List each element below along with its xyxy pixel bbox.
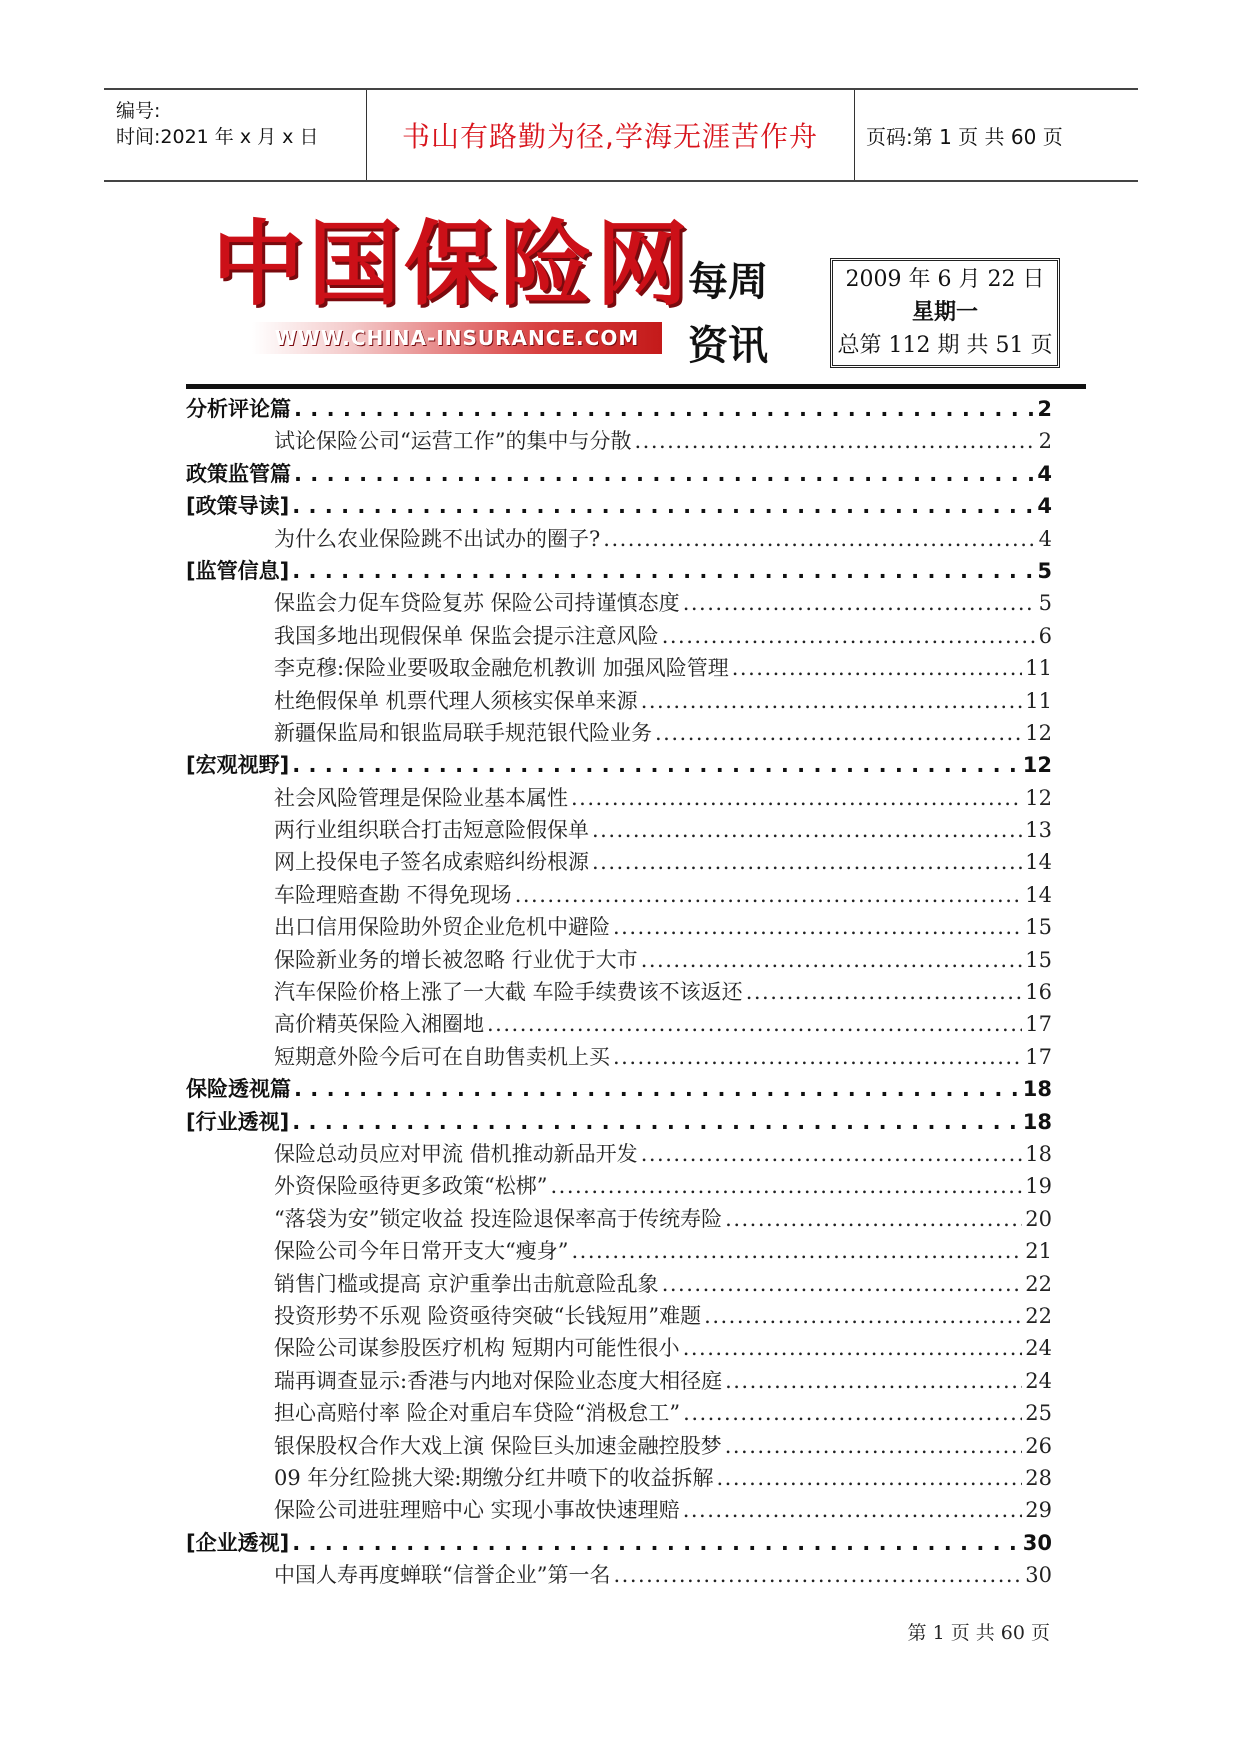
toc-entry-title: 新疆保监局和银监局联手规范银代险业务: [274, 720, 652, 745]
toc-dot-leader: [592, 814, 1022, 846]
header-motto: 书山有路勤为径,学海无涯苦作舟: [402, 120, 818, 153]
toc-page-number: 24: [1025, 1336, 1052, 1361]
toc-entry-title: 保险公司今年日常开支大“瘦身”: [274, 1239, 569, 1264]
toc-dot-leader: [683, 1494, 1023, 1526]
toc-page-number: 18: [1025, 1141, 1052, 1166]
toc-page-number: 28: [1025, 1465, 1052, 1490]
toc-entry-title: 09 年分红险挑大梁:期缴分红井喷下的收益拆解: [274, 1465, 714, 1490]
toc-page-number: 15: [1025, 947, 1052, 972]
weekly-title-line2: 资讯: [688, 323, 768, 369]
toc-page-number: 19: [1025, 1174, 1052, 1199]
toc-entry-title: [监管信息]: [186, 558, 290, 583]
toc-page-number: 24: [1025, 1368, 1052, 1393]
toc-page-number: 18: [1022, 1077, 1052, 1102]
toc-article-entry[interactable]: [186, 1235, 1052, 1267]
issue-number: 总第 112 期 共 51 页: [837, 333, 1053, 358]
toc-section-entry[interactable]: [186, 490, 1052, 522]
toc-section-entry[interactable]: [186, 458, 1052, 490]
toc-article-entry[interactable]: [186, 1170, 1052, 1202]
toc-entry-title: 政策监管篇: [186, 461, 291, 486]
header-meta-cell: [104, 90, 367, 180]
issue-date: 2009 年 6 月 22 日: [845, 267, 1045, 292]
toc-entry-title: 汽车保险价格上涨了一大截 车险手续费该不该返还: [274, 980, 743, 1005]
toc-article-entry[interactable]: [186, 1462, 1052, 1494]
toc-dot-leader: [292, 1527, 1020, 1559]
toc-dot-leader: [662, 620, 1036, 652]
toc-entry-title: 外资保险亟待更多政策“松梆”: [274, 1174, 548, 1199]
toc-page-number: 4: [1037, 461, 1052, 486]
toc-dot-leader: [725, 1365, 1022, 1397]
toc-page-number: 14: [1025, 850, 1052, 875]
toc-dot-leader: [613, 911, 1022, 943]
header-page-code: 页码:第 1 页 共 60 页: [866, 124, 1063, 149]
toc-page-number: 11: [1025, 656, 1052, 681]
toc-dot-leader: [683, 1332, 1023, 1364]
toc-page-number: 18: [1022, 1109, 1052, 1134]
toc-page-number: 17: [1025, 1044, 1052, 1069]
toc-entry-title: 银保股权合作大戏上演 保险巨头加速金融控股梦: [274, 1433, 722, 1458]
toc-entry-title: 网上投保电子签名成索赔纠纷根源: [274, 850, 589, 875]
toc-article-entry[interactable]: [186, 944, 1052, 976]
issue-date-box: [830, 258, 1060, 368]
toc-entry-title: 高价精英保险入湘圈地: [274, 1012, 484, 1037]
toc-article-entry[interactable]: [186, 911, 1052, 943]
toc-article-entry[interactable]: [186, 879, 1052, 911]
toc-article-entry[interactable]: [186, 652, 1052, 684]
toc-page-number: 5: [1037, 558, 1052, 583]
toc-entry-title: 保险新业务的增长被忽略 行业优于大市: [274, 947, 638, 972]
toc-dot-leader: [716, 1462, 1022, 1494]
toc-dot-leader: [634, 425, 1035, 457]
toc-dot-leader: [292, 555, 1034, 587]
toc-page-number: 16: [1025, 980, 1052, 1005]
toc-dot-leader: [292, 490, 1034, 522]
toc-article-entry[interactable]: [186, 1365, 1052, 1397]
header-motto-cell: [366, 90, 855, 180]
header-page-cell: [854, 90, 1138, 180]
toc-entry-title: [宏观视野]: [186, 753, 290, 778]
toc-entry-title: 为什么农业保险跳不出试办的圈子?: [274, 526, 601, 551]
toc-dot-leader: [294, 458, 1034, 490]
toc-dot-leader: [725, 1430, 1023, 1462]
toc-dot-leader: [641, 944, 1023, 976]
header-divider-rule: [186, 384, 1086, 389]
issue-weekday: 星期一: [911, 300, 978, 325]
toc-dot-leader: [613, 1041, 1022, 1073]
toc-entry-title: 中国人寿再度蝉联“信誉企业”第一名: [274, 1563, 611, 1588]
toc-section-entry[interactable]: [186, 1527, 1052, 1559]
toc-dot-leader: [683, 1397, 1022, 1429]
toc-dot-leader: [704, 1300, 1022, 1332]
toc-page-number: 2: [1037, 397, 1052, 421]
toc-entry-title: “落袋为安”锁定收益 投连险退保率高于传统寿险: [274, 1206, 723, 1231]
toc-dot-leader: [292, 1106, 1020, 1138]
toc-page-number: 6: [1038, 623, 1052, 648]
toc-entry-title: 保监会力促车贷险复苏 保险公司持谨慎态度: [274, 591, 680, 616]
toc-article-entry[interactable]: [186, 1430, 1052, 1462]
toc-entry-title: 李克穆:保险业要吸取金融危机教训 加强风险管理: [274, 656, 729, 681]
toc-entry-title: 短期意外险今后可在自助售卖机上买: [274, 1044, 610, 1069]
toc-page-number: 30: [1022, 1530, 1052, 1555]
toc-entry-title: 销售门槛或提高 京沪重拳出击航意险乱象: [274, 1271, 659, 1296]
toc-section-entry[interactable]: [186, 393, 1052, 425]
toc-dot-leader: [662, 1268, 1023, 1300]
toc-dot-leader: [515, 879, 1023, 911]
toc-page-number: 12: [1022, 753, 1052, 778]
toc-page-number: 5: [1038, 591, 1052, 616]
toc-entry-title: [政策导读]: [186, 494, 290, 519]
toc-dot-leader: [571, 1235, 1022, 1267]
toc-page-number: 14: [1025, 882, 1052, 907]
toc-dot-leader: [613, 1559, 1022, 1591]
toc-page-number: 4: [1037, 494, 1052, 519]
toc-entry-title: 两行业组织联合打击短意险假保单: [274, 818, 589, 843]
toc-article-entry[interactable]: [186, 620, 1052, 652]
toc-entry-title: 投资形势不乐观 险资亟待突破“长钱短用”难题: [274, 1303, 702, 1328]
toc-article-entry[interactable]: [186, 782, 1052, 814]
toc-article-entry[interactable]: [186, 1300, 1052, 1332]
toc-dot-leader: [655, 717, 1022, 749]
toc-section-entry[interactable]: [186, 1073, 1052, 1105]
toc-page-number: 22: [1025, 1303, 1052, 1328]
toc-entry-title: 担心高赔付率 险企对重启车贷险“消极怠工”: [274, 1401, 681, 1426]
toc-article-entry[interactable]: [186, 1268, 1052, 1300]
toc-page-number: 29: [1025, 1498, 1052, 1523]
toc-entry-title: 车险理赔查勘 不得免现场: [274, 882, 512, 907]
toc-article-entry[interactable]: [186, 1138, 1052, 1170]
toc-entry-title: 社会风险管理是保险业基本属性: [274, 785, 568, 810]
toc-page-number: 12: [1025, 785, 1052, 810]
toc-section-entry[interactable]: [186, 1106, 1052, 1138]
toc-page-number: 20: [1025, 1206, 1052, 1231]
header-time-label: 时间:2021 年 x 月 x 日: [116, 126, 319, 148]
toc-dot-leader: [294, 1073, 1020, 1105]
toc-entry-title: 保险总动员应对甲流 借机推动新品开发: [274, 1141, 638, 1166]
toc-article-entry[interactable]: [186, 1397, 1052, 1429]
toc-page-number: 22: [1025, 1271, 1052, 1296]
toc-entry-title: 杜绝假保单 机票代理人须核实保单来源: [274, 688, 638, 713]
toc-dot-leader: [725, 1203, 1022, 1235]
weekly-title-line1: 每周: [688, 259, 768, 305]
toc-section-entry[interactable]: [186, 749, 1052, 781]
page-footer: 第 1 页 共 60 页: [907, 1622, 1050, 1644]
toc-entry-title: 保险公司谋参股医疗机构 短期内可能性很小: [274, 1336, 680, 1361]
header-number-label: 编号:: [116, 100, 161, 122]
toc-dot-leader: [683, 587, 1036, 619]
logo-chinese-text: 中国保险网: [212, 211, 693, 318]
toc-entry-title: [行业透视]: [186, 1109, 290, 1134]
toc-article-entry[interactable]: [186, 1041, 1052, 1073]
table-of-contents: [186, 393, 1052, 1591]
china-insurance-logo: [212, 210, 693, 360]
toc-article-entry[interactable]: [186, 1203, 1052, 1235]
toc-entry-title: 瑞再调查显示:香港与内地对保险业态度大相径庭: [274, 1368, 723, 1393]
toc-entry-title: 试论保险公司“运营工作”的集中与分散: [274, 429, 632, 454]
toc-page-number: 26: [1025, 1433, 1052, 1458]
toc-entry-title: 出口信用保险助外贸企业危机中避险: [274, 915, 610, 940]
toc-dot-leader: [550, 1170, 1022, 1202]
toc-article-entry[interactable]: [186, 523, 1052, 555]
toc-page-number: 4: [1038, 526, 1052, 551]
toc-page-number: 15: [1025, 915, 1052, 940]
toc-article-entry[interactable]: [186, 1008, 1052, 1040]
toc-article-entry[interactable]: [186, 976, 1052, 1008]
toc-article-entry[interactable]: [186, 1332, 1052, 1364]
toc-dot-leader: [292, 749, 1020, 781]
toc-page-number: 2: [1038, 429, 1052, 454]
toc-dot-leader: [732, 652, 1023, 684]
toc-entry-title: 保险透视篇: [186, 1077, 291, 1102]
toc-entry-title: 保险公司进驻理赔中心 实现小事故快速理赔: [274, 1498, 680, 1523]
toc-article-entry[interactable]: [186, 425, 1052, 457]
toc-dot-leader: [294, 393, 1034, 425]
toc-dot-leader: [487, 1008, 1022, 1040]
toc-article-entry[interactable]: [186, 814, 1052, 846]
toc-dot-leader: [571, 782, 1022, 814]
toc-page-number: 25: [1025, 1401, 1052, 1426]
toc-page-number: 30: [1025, 1563, 1052, 1588]
toc-dot-leader: [641, 685, 1023, 717]
toc-dot-leader: [592, 846, 1022, 878]
toc-page-number: 17: [1025, 1012, 1052, 1037]
toc-entry-title: 我国多地出现假保单 保监会提示注意风险: [274, 623, 659, 648]
toc-dot-leader: [746, 976, 1023, 1008]
toc-entry-title: 分析评论篇: [186, 397, 291, 421]
toc-page-number: 11: [1025, 688, 1052, 713]
toc-article-entry[interactable]: [186, 1559, 1052, 1591]
document-header: [104, 88, 1138, 182]
toc-dot-leader: [641, 1138, 1023, 1170]
toc-article-entry[interactable]: [186, 846, 1052, 878]
toc-dot-leader: [603, 523, 1035, 555]
toc-section-entry[interactable]: [186, 555, 1052, 587]
toc-page-number: 13: [1025, 818, 1052, 843]
weekly-news-title: [688, 250, 768, 378]
toc-article-entry[interactable]: [186, 717, 1052, 749]
toc-page-number: 21: [1025, 1239, 1052, 1264]
toc-entry-title: [企业透视]: [186, 1530, 290, 1555]
toc-page-number: 12: [1025, 720, 1052, 745]
toc-article-entry[interactable]: [186, 685, 1052, 717]
toc-article-entry[interactable]: [186, 587, 1052, 619]
logo-url-strip: WWW.CHINA-INSURANCE.COM: [252, 322, 662, 354]
toc-article-entry[interactable]: [186, 1494, 1052, 1526]
